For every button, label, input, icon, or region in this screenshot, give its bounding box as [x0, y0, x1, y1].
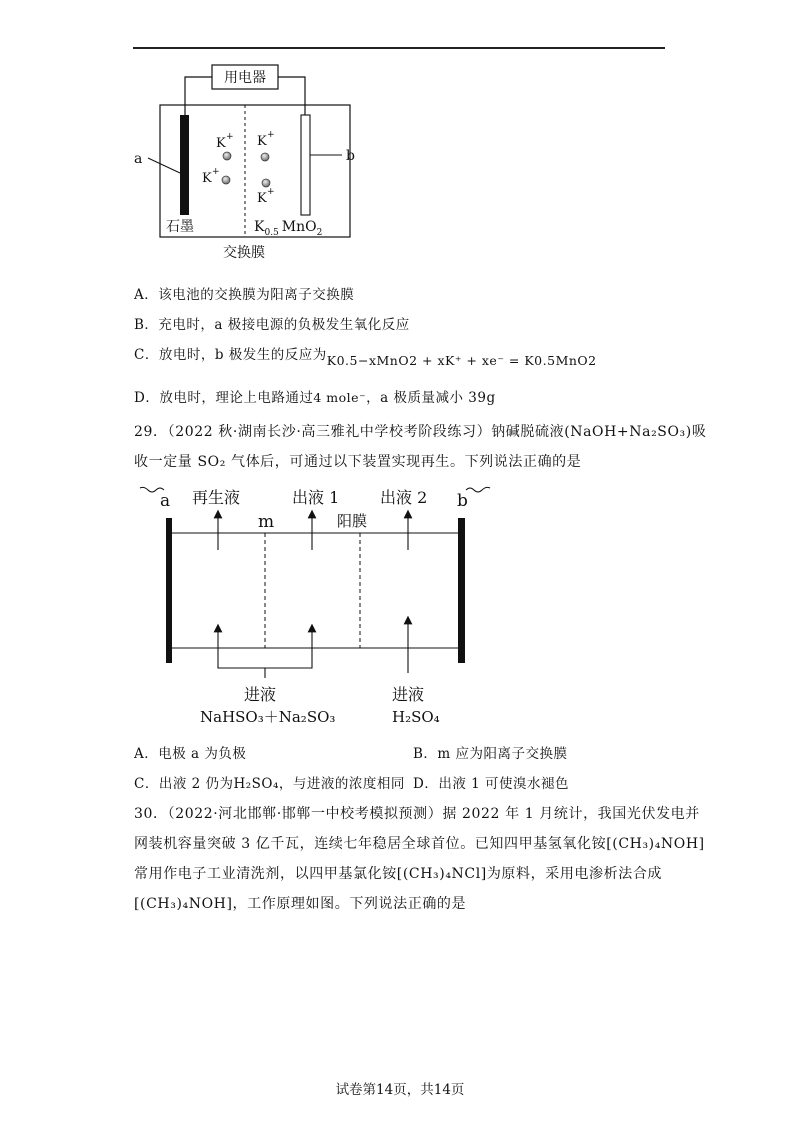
q30-stem-line1: 30．（2022·河北邯郸·邯郸一中校考模拟预测）据 2022 年 1 月统计，我国光伏发电并 [134, 806, 700, 822]
wire-left [185, 77, 212, 117]
label-electrode-a: a [160, 491, 171, 511]
ion-k-4 [257, 179, 275, 206]
electrode-b [301, 115, 310, 215]
label-in-left: 进液 [244, 685, 277, 704]
ion-k-2 [202, 167, 230, 186]
label-out2: 出液 2 [380, 488, 428, 507]
svg-text:+: + [267, 187, 275, 197]
label-in-right: 进液 [392, 685, 425, 704]
label-k05mno2: $K_{0.5}$ MnO$_2$ [254, 219, 323, 238]
inflow-bracket [218, 663, 312, 668]
label-membrane: 交换膜 [223, 245, 265, 261]
pointer-a [148, 158, 180, 173]
label-yang-membrane: 阳膜 [337, 512, 368, 530]
q30-stem-line3: 常用作电子工业清洗剂，以四甲基氯化铵[(CH₃)₄NCl]为原料，采用电渗析法合成 [134, 866, 663, 882]
svg-text:K: K [202, 171, 212, 186]
electrode-a [180, 115, 189, 215]
wire-right [278, 77, 305, 117]
q29-option-a: A．电极 a 为负极 [134, 746, 247, 762]
ion-k-1 [216, 132, 234, 160]
q29-option-c: C．出液 2 仍为H₂SO₄，与进液的浓度相同 [134, 776, 405, 792]
battery-diagram [120, 55, 380, 270]
page-footer: 试卷第14页，共14页 [335, 1082, 465, 1098]
q28-option-d: D．放电时，理论上电路通过4 mole⁻，a 极质量减小 39g [134, 390, 496, 406]
label-m: m [258, 512, 275, 532]
label-regen: 再生液 [192, 488, 241, 507]
q28-option-c: C．放电时，b 极发生的反应为K0.5−xMnO2 + xK⁺ + xe⁻ = K0.5MnO2 [134, 347, 597, 368]
q29-option-d: D．出液 1 可使溴水褪色 [413, 776, 569, 792]
electrodialysis-diagram [130, 478, 500, 728]
q29-stem-line1: 29．（2022 秋·湖南长沙·高三雅礼中学校考阶段练习）钠碱脱硫液(NaOH+Na₂SO₃)吸 [134, 424, 707, 440]
q28-c-formula: K0.5−xMnO2 + xK⁺ + xe⁻ = K0.5MnO2 [326, 353, 597, 368]
ion-k-3 [257, 130, 275, 161]
wire-squiggle-b [466, 487, 490, 492]
electrode-b [458, 518, 465, 663]
svg-text:+: + [226, 132, 234, 142]
label-out1: 出液 1 [292, 488, 340, 507]
svg-text:K: K [257, 191, 267, 206]
label-in-left-formula: NaHSO₃＋Na₂SO₃ [200, 708, 336, 726]
label-b: b [346, 148, 355, 164]
svg-text:K: K [216, 136, 226, 151]
svg-text:+: + [267, 130, 275, 140]
top-rule [133, 47, 665, 49]
q30-stem-line4: [(CH₃)₄NOH]，工作原理如图。下列说法正确的是 [134, 896, 467, 912]
svg-text:+: + [212, 167, 220, 177]
q28-option-a: A．该电池的交换膜为阳离子交换膜 [134, 287, 355, 303]
q29-stem-line2: 收一定量 SO₂ 气体后，可通过以下装置实现再生。下列说法正确的是 [134, 454, 582, 470]
label-in-right-formula: H₂SO₄ [392, 708, 440, 726]
device-label: 用电器 [224, 70, 266, 86]
q29-option-b: B．m 应为阳离子交换膜 [413, 746, 568, 762]
q28-option-b: B．充电时，a 极接电源的负极发生氧化反应 [134, 317, 410, 333]
q30-stem-line2: 网装机容量突破 3 亿千瓦，连续七年稳居全球首位。已知四甲基氢氧化铵[(CH₃)₄NOH] [134, 836, 705, 852]
electrode-a [166, 518, 172, 663]
q28-d-value: 4 mole⁻ [313, 390, 367, 405]
label-a: a [134, 151, 143, 167]
svg-text:K: K [257, 134, 267, 149]
label-electrode-b: b [457, 491, 468, 511]
label-graphite: 石墨 [166, 219, 194, 235]
